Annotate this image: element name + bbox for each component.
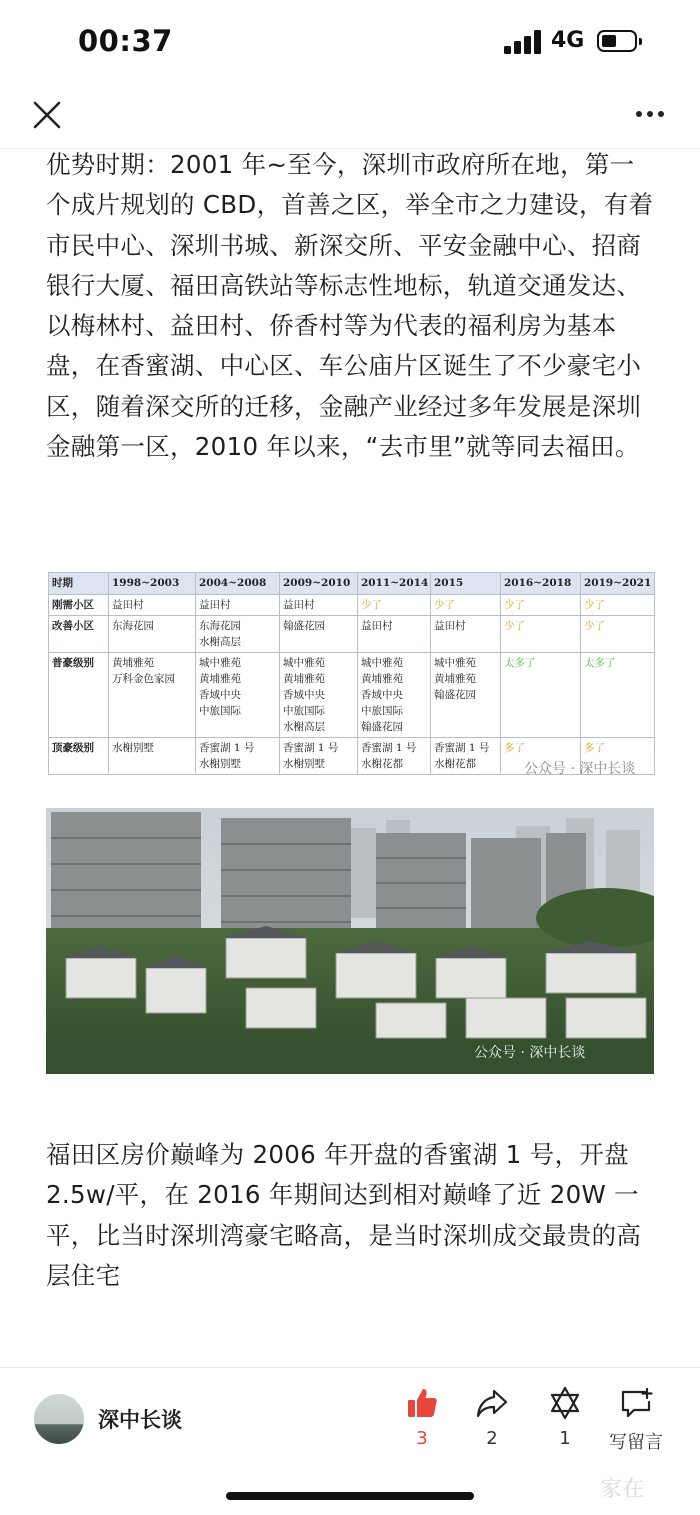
table-cell [431, 616, 501, 653]
table-cell [581, 595, 655, 616]
close-button[interactable] [30, 98, 64, 132]
table-cell-text: 翰盛花园 [434, 689, 476, 701]
table-cell-text: 香蜜湖 1 号 [434, 742, 490, 754]
table-header-cell: 2019~2021 [581, 573, 655, 595]
network-type: 4G [551, 28, 585, 53]
table-cell-text: 少了 [434, 599, 455, 611]
table-header-cell: 2016~2018 [501, 573, 581, 595]
table-cell-text: 太多了 [504, 657, 536, 669]
table-cell-text: 香蜜湖 1 号 [361, 742, 417, 754]
table-cell-text: 城中雅苑 [434, 657, 476, 669]
table-cell [431, 595, 501, 616]
close-icon [30, 98, 64, 132]
share-button[interactable] [462, 1386, 522, 1449]
table-row-label: 普豪级别 [49, 653, 109, 738]
table-cell-text: 城中雅苑 [283, 657, 325, 669]
table-cell [109, 595, 196, 616]
table-cell-text: 水榭别墅 [112, 742, 154, 754]
bottom-action-bar [0, 1367, 700, 1515]
table-cell-text: 少了 [584, 620, 605, 632]
table-cell [109, 738, 196, 775]
write-comment-button[interactable] [601, 1386, 671, 1454]
table-cell-text: 水榭高层 [283, 721, 325, 733]
dot-icon [658, 111, 664, 117]
dot-icon [647, 111, 653, 117]
table-cell [109, 653, 196, 738]
table-cell-text: 香蜜湖 1 号 [283, 742, 339, 754]
dot-icon [636, 111, 642, 117]
table-cell-text: 少了 [504, 599, 525, 611]
table-cell-text: 东海花园 [112, 620, 154, 632]
table-cell-text: 少了 [584, 599, 605, 611]
table-cell [280, 653, 358, 738]
table-row-label: 刚需小区 [49, 595, 109, 616]
table-cell [280, 595, 358, 616]
table-header-cell: 2011~2014 [358, 573, 431, 595]
nav-bar [0, 86, 700, 149]
thumbs-up-icon [405, 1386, 439, 1420]
table-watermark: 公众号 · 深中长谈 [524, 761, 636, 777]
table-cell-text: 水榭花都 [434, 758, 476, 770]
battery-icon [597, 30, 637, 52]
cellular-signal-icon [504, 30, 544, 54]
table-cell-text: 益田村 [199, 599, 231, 611]
table-cell [501, 595, 581, 616]
table-cell [431, 738, 501, 775]
table-cell-text: 黄埔雅苑 [112, 657, 154, 669]
table-cell-text: 东海花园 [199, 620, 241, 632]
table-cell-text: 香域中央 [199, 689, 241, 701]
table-cell [581, 653, 655, 738]
account-name[interactable]: 深中长谈 [98, 1408, 182, 1432]
table-cell [431, 653, 501, 738]
share-count: 2 [486, 1428, 498, 1449]
housing-tier-table [48, 572, 654, 790]
table-cell-text: 太多了 [584, 657, 616, 669]
comment-bubble-icon [619, 1386, 653, 1420]
table-cell-text: 益田村 [361, 620, 393, 632]
residential-photo [46, 808, 654, 1074]
table-cell-text: 城中雅苑 [361, 657, 403, 669]
table-header-cell: 时期 [49, 573, 109, 595]
table-cell-text: 黄埔雅苑 [434, 673, 476, 685]
table-cell [581, 616, 655, 653]
favorite-button[interactable] [535, 1386, 595, 1449]
table-cell-text: 水榭花都 [361, 758, 403, 770]
table-cell-text: 黄埔雅苑 [199, 673, 241, 685]
table-cell-text: 多了 [584, 742, 605, 754]
corner-watermark: 家在 [600, 1477, 645, 1502]
table-cell-text: 中旅国际 [199, 705, 241, 717]
status-time: 00:37 [78, 24, 173, 58]
table-cell-text: 中旅国际 [283, 705, 325, 717]
table-cell-text: 水榭别墅 [199, 758, 241, 770]
table-cell-text: 香域中央 [361, 689, 403, 701]
table-cell [501, 653, 581, 738]
table-row-label: 改善小区 [49, 616, 109, 653]
table-cell-text: 万科金色家园 [112, 673, 175, 685]
table-cell [358, 616, 431, 653]
home-indicator[interactable] [226, 1492, 474, 1500]
table-cell [280, 616, 358, 653]
table-cell [358, 595, 431, 616]
table-cell [196, 738, 280, 775]
table-cell-text: 香蜜湖 1 号 [199, 742, 255, 754]
favorite-count: 1 [559, 1428, 571, 1449]
table-cell [280, 738, 358, 775]
table-cell-text: 益田村 [434, 620, 466, 632]
table-cell-text: 少了 [504, 620, 525, 632]
table-cell [358, 653, 431, 738]
table-cell-text: 黄埔雅苑 [361, 673, 403, 685]
status-bar [0, 0, 700, 86]
table-cell-text: 翰盛花园 [361, 721, 403, 733]
table-cell-text: 益田村 [112, 599, 144, 611]
table-cell-text: 翰盛花园 [283, 620, 325, 632]
table-row [49, 653, 655, 738]
write-comment-label: 写留言 [609, 1432, 663, 1453]
table-cell [196, 653, 280, 738]
like-button[interactable] [392, 1386, 452, 1449]
table-row [49, 616, 655, 653]
like-count: 3 [416, 1428, 428, 1449]
table-cell [196, 595, 280, 616]
table-cell-text: 水榭别墅 [283, 758, 325, 770]
table-cell [196, 616, 280, 653]
article-paragraph: 优势时期：2001 年~至今，深圳市政府所在地，第一个成片规划的 CBD，首善之区，举全市之力建设，有着市民中心、深圳书城、新深交所、平安金融中心、招商银行大厦、福田高铁站等标志性地标，轨道交通发达、以梅林村、益田村、侨香村等为代表的福利房为基本盘，在香蜜湖、中心区、车公庙片区诞生了不少豪宅小区，随着深交所的迁移，金融产业经过多年发展是深圳金融第一区，2010 年以来，“去市里”就等同去福田。 [46, 150, 654, 462]
table-header-cell: 2015 [431, 573, 501, 595]
table-cell-text: 黄埔雅苑 [283, 673, 325, 685]
more-options-button[interactable] [636, 104, 672, 124]
table-cell-text: 多了 [504, 742, 525, 754]
table-cell-text: 少了 [361, 599, 382, 611]
table-cell [109, 616, 196, 653]
table-header-cell: 1998~2003 [109, 573, 196, 595]
table-cell-text: 城中雅苑 [199, 657, 241, 669]
table-cell [358, 738, 431, 775]
table-cell-text: 水榭高层 [199, 636, 241, 648]
table-row-label: 顶豪级别 [49, 738, 109, 775]
article-paragraph: 福田区房价巅峰为 2006 年开盘的香蜜湖 1 号，开盘 2.5w/平，在 2016 年期间达到相对巅峰了近 20W 一平，比当时深圳湾豪宅略高，是当时深圳成交最贵的高层住宅 [46, 1140, 642, 1290]
table-row [49, 595, 655, 616]
photo-watermark: 公众号 · 深中长谈 [474, 1045, 586, 1061]
table-cell [501, 616, 581, 653]
table-header-cell: 2009~2010 [280, 573, 358, 595]
table-cell-text: 中旅国际 [361, 705, 403, 717]
share-arrow-icon [475, 1386, 509, 1420]
table-cell-text: 香域中央 [283, 689, 325, 701]
table-header-cell: 2004~2008 [196, 573, 280, 595]
table-cell-text: 益田村 [283, 599, 315, 611]
account-avatar[interactable] [34, 1394, 84, 1444]
hexagram-star-icon [548, 1386, 582, 1420]
